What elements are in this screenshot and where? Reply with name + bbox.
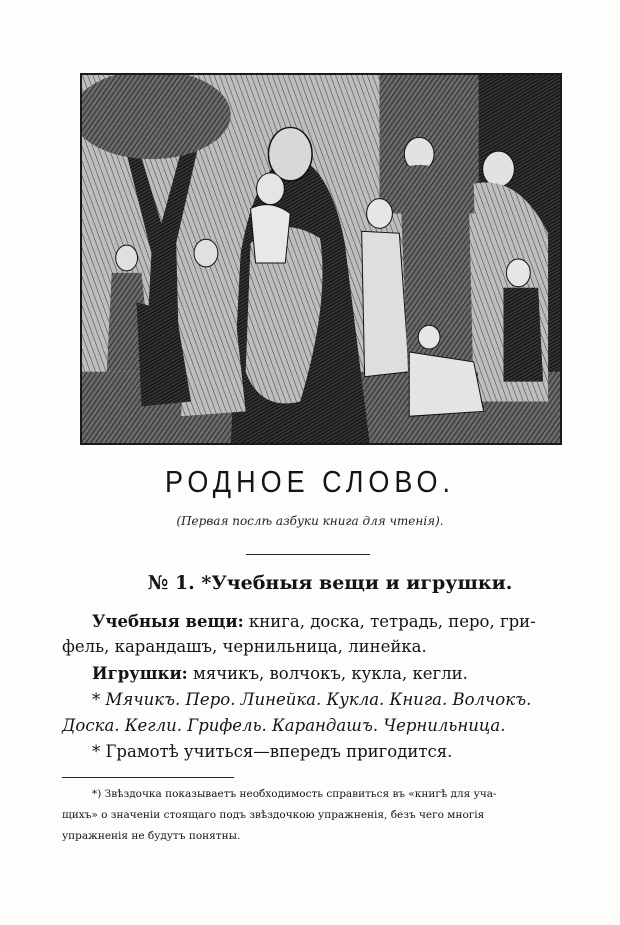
engraving-illustration [80, 73, 562, 445]
lesson-text-toys: мячикъ, волчокъ, кукла, кегли. [187, 664, 468, 683]
book-subtitle: (Первая послѣ азбуки книга для чтенія). [176, 514, 444, 528]
lesson-line-6: * Грамотѣ учиться—впередъ пригодится. [92, 742, 453, 761]
footnote-divider [62, 777, 234, 778]
footnote-line-1: *) Звѣздочка показываетъ необходимость справиться въ «книгѣ для уча- [92, 788, 497, 800]
lesson-heading: № 1. *Учебныя вещи и игрушки. [147, 572, 513, 594]
lesson-line-3 [92, 664, 580, 683]
footnote-line-2: щихъ» о значеніи стоящаго подъ звѣздочкою упражненія, безъ чего многія [62, 809, 485, 821]
book-title: РОДНОЕ СЛОВО. [164, 465, 456, 499]
lesson-line-1 [92, 612, 580, 631]
lesson-line-4: * Мячикъ. Перо. Линейка. Кукла. Книга. Волчокъ. [92, 690, 532, 709]
lesson-line-5: Доска. Кегли. Грифель. Карандашъ. Чернильница. [62, 716, 506, 735]
divider [246, 554, 370, 555]
engraving-scene [82, 75, 560, 443]
lesson-label-school-things: Учебныя вещи: [92, 612, 244, 631]
lesson-label-toys: Игрушки: [92, 664, 188, 683]
footnote-line-3: упражненія не будутъ понятны. [62, 830, 241, 842]
lesson-text-school-things: книга, доска, тетрадь, перо, гри- [243, 612, 536, 631]
lesson-line-2: фель, карандашъ, чернильница, линейка. [62, 637, 427, 656]
